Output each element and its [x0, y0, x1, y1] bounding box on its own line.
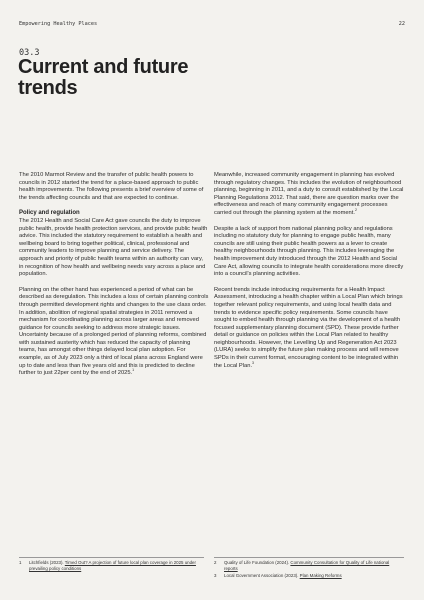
footnote-2-text — [224, 560, 404, 572]
footnote-2-link[interactable]: Community Consultation for Quality of Life national reports — [224, 560, 390, 571]
footnote-2-prefix: Quality of Life Foundation (2024). — [224, 560, 290, 565]
footnote-3-link[interactable]: Plan Making Reforms — [299, 573, 342, 578]
footnote-3-text — [224, 573, 342, 579]
section-title-line1: Current and future — [18, 56, 189, 78]
footnote-2-number: 2 — [214, 560, 217, 565]
right-column — [214, 172, 404, 378]
public-health-lever-paragraph: Despite a lack of support from national planning policy and regulations including no statutory duty for planning to engage public health, many councils are still using their public health powers as a lever to create healthy neighbourhoods through planning. This includes leveraging the health improvement duty introduced through the 2012 Health and Social Care Act, allowing councils to integrate health considerations more directly into a council's planning activities. — [214, 225, 404, 278]
section-title — [18, 57, 218, 99]
deregulation-text: Planning on the other hand has experienced a period of what can be described as deregulation. This includes a loss of certain planning controls through permitted development rights and changes to the use class order. In addition, abolition of regional spatial strategies in 2011 removed a mechanism for coordinating planning across larger areas and removed guidance for councils seeking to address more strategic issues. Uncertainty because of a prolonged period of planning reforms, combined with sustained austerity which has reduced the capacity of planning teams, has amongst other things delayed local plan adoption. For example, as of July 2023 only a third of local plans across England were up to date and less than five years old and this is predicted to decline further to just 22per cent by the end of 2025. — [19, 286, 209, 377]
recent-trends-paragraph — [214, 287, 404, 371]
section-number: 03.3 — [19, 48, 40, 58]
footnotes-left — [19, 557, 204, 573]
recent-trends-text: Recent trends include introducing requirements for a Health Impact Assessment, introducing a health chapter within a Local Plan which brings together relevant policy requirements, and using local health data and trends to evidence specific policy requirements. Some councils have sought to embed health through planning via the development of a health focused supplementary planning document (SPD). These provide further detail or guidance on policies within the Local Plan related to healthy neighbourhoods. However, the Levelling Up and Regeneration Act 2023 (LURA) seeks to simplify the future plan making process and will remove SPDs in their current format, encouraging content to be integrated within the Local Plan. — [214, 286, 403, 369]
footnote-1-text — [29, 560, 204, 572]
footnotes-right — [214, 557, 404, 580]
intro-paragraph: The 2010 Marmot Review and the transfer of public health powers to councils in 2012 started the trend for a place-based approach to public health improvements. The following presents a brief overview of some of the trends affecting councils and that are expected to continue. — [19, 172, 204, 201]
engagement-paragraph — [214, 172, 404, 218]
policy-heading: Policy and regulation — [19, 210, 80, 217]
footnote-3 — [214, 573, 404, 579]
footnote-3-number: 3 — [214, 573, 217, 578]
left-column — [19, 172, 209, 386]
policy-paragraph: The 2012 Health and Social Care Act gave councils the duty to improve public health, provide health protection services, and provide public health advice. This included the statutory requirement to establish a health and wellbeing board to bring together political, clinical, professional and community leaders to improve planning and service delivery. The approach and priority of public health teams within an authority can vary, in recognition of how health and wellbeing needs vary across a place and population. — [19, 217, 208, 278]
footnote-3-prefix: Local Government Association (2023). — [224, 573, 299, 578]
footnote-2 — [214, 560, 404, 572]
engagement-text: Meanwhile, increased community engagement in planning has evolved through regulatory changes. This includes the evolution of neighbourhood planning, beginning in 2011, and a duty to consult established by the Local Planning Regulations 2012. That said, there are question marks over the effectiveness and reach of many community engagement processes carried out through the planning system at the moment. — [214, 172, 404, 216]
footnote-1 — [19, 560, 204, 572]
footnote-ref-2[interactable]: 2 — [354, 208, 357, 213]
footnote-ref-3[interactable]: 3 — [252, 360, 254, 365]
page-number: 22 — [398, 21, 405, 27]
page-header — [19, 21, 405, 27]
footnote-1-prefix: Litchfields (2023). — [29, 560, 64, 565]
footnote-1-link[interactable]: Timed Out? A projection of future local plan coverage in 2025 under prevailing policy conditions — [29, 560, 196, 571]
footnote-ref-1[interactable]: 1 — [132, 368, 135, 373]
deregulation-paragraph — [19, 287, 209, 378]
footnote-1-number: 1 — [19, 560, 22, 565]
publication-title: Empowering Healthy Places — [19, 21, 98, 27]
section-title-line2: trends — [18, 77, 78, 99]
